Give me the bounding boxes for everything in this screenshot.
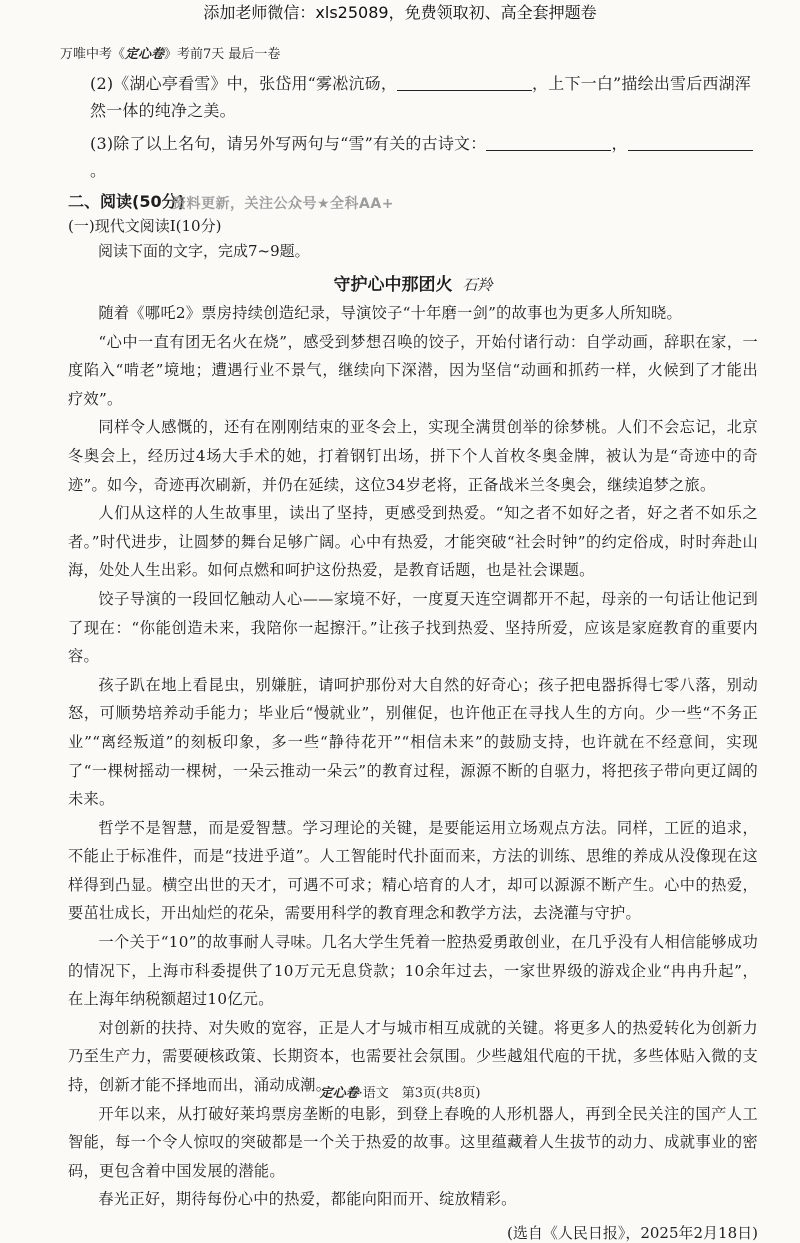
series-name: 定心卷 [125,47,165,62]
promo-watermark: 资料更新，关注公众号★全科AA+ [172,196,394,212]
page-footer: 定心卷·语文 第3页(共8页) [319,1086,481,1101]
watermark-banner: 添加老师微信：xls25089，免费领取初、高全套押题卷 [203,3,597,22]
article-paragraph: 同样令人感慨的，还有在刚刚结束的亚冬会上，实现全满贯创举的徐梦桃。人们不会忘记，北京冬奥会上，经历过4场大手术的她，打着钢钉出场，拼下个人首枚冬奥金牌，被认为是“奇迹中的奇迹”。如今，奇迹再次刷新，并仍在延续，这位34岁老将，正备战米兰冬奥会，继续追梦之旅。 [68,418,758,494]
answer-blank[interactable] [397,74,532,91]
article-paragraph: 孩子趴在地上看昆虫，别嫌脏，请呵护那份对大自然的好奇心；孩子把电器拆得七零八落，别动怒，可顺势培养动手能力；毕业后“慢就业”，别催促，也许他正在寻找人生的方向。少一些“不务正业”“离经叛道”的刻板印象，多一些“静待花开”“相信未来”的鼓励支持，也许就在不经意间，实现了“一棵树摇动一棵树，一朵云推动一朵云”的教育过程，源源不断的自驱力，将把孩子带向更辽阔的未来。 [68,675,758,809]
answer-blank[interactable] [486,134,611,151]
answer-blank[interactable] [628,134,753,151]
reading-instruction: 阅读下面的文字，完成7~9题。 [98,242,310,260]
article-paragraph: 随着《哪吒2》票房持续创造纪录，导演饺子“十年磨一剑”的故事也为更多人所知晓。 [98,304,683,322]
page-content [68,70,758,1243]
footer-series: 定心卷 [319,1086,359,1101]
article-author: 石羚 [462,276,493,294]
article-paragraph: 一个关于“10”的故事耐人寻味。几名大学生凭着一腔热爱勇敢创业，在几乎没有人相信能够成功的情况下，上海市科委提供了10万元无息贷款；10余年过去，一家世界级的游戏企业“冉冉升起”，在上海年纳税额超过10亿元。 [68,933,758,1009]
article-paragraph: 对创新的扶持、对失败的宽容，正是人才与城市相互成就的关键。将更多人的热爱转化为创新力乃至生产力，需要硬核政策、长期资本，也需要社会氛围。少些越俎代庖的干扰，多些体贴入微的支持，创新才能不择地而出，涌动成潮。 [68,1018,758,1095]
article-paragraph: “心中一直有团无名火在烧”，感受到梦想召唤的饺子，开始付诸行动：自学动画，辞职在家，一度陷入“啃老”境地；遭遇行业不景气，继续向下深潜，因为坚信“动画和抓药一样，火候到了才能出疗效”。 [68,332,758,408]
article-paragraph: 哲学不是智慧，而是爱智慧。学习理论的关键，是要能运用立场观点方法。同样，工匠的追求，不能止于标准件，而是“技进乎道”。人工智能时代扑面而来，方法的训练、思维的养成从没像现在这样得到凸显。横空出世的天才，可遇不可求；精心培育的人才，却可以源源不断产生。心中的热爱，要茁壮成长，开出灿烂的花朵，需要用科学的教育理念和教学方法，去浇灌与守护。 [68,818,758,923]
article-paragraph: 人们从这样的人生故事里，读出了坚持，更感受到热爱。“知之者不如好之者，好之者不如乐之者。”时代进步，让圆梦的舞台足够广阔。心中有热爱，才能突破“社会时钟”的约定俗成，时时奔赴山海，处处人生出彩。如何点燃和呵护这份热爱，是教育话题，也是社会课题。 [68,504,758,580]
article-paragraph: 春光正好，期待每份心中的热爱，都能向阳而开、绽放精彩。 [98,1190,517,1209]
subsection-heading: (一)现代文阅读Ⅰ(10分) [68,217,222,235]
exam-header: 万唯中考《定心卷》考前7天 最后一卷 [60,47,281,62]
article-source: (选自《人民日报》，2025年2月18日) [506,1224,758,1242]
section-heading: 二、阅读(50分) 资料更新，关注公众号★全科AA+ [68,190,758,214]
article-title: 守护心中那团火 石羚 [333,275,493,295]
article-paragraph: 开年以来，从打破好莱坞票房垄断的电影，到登上春晚的人形机器人，再到全民关注的国产人工智能，每一个令人惊叹的突破都是一个关于热爱的故事。这里蕴藏着人生拔节的动力、成就事业的密码，更包含着中国发展的潜能。 [68,1104,758,1180]
article-paragraph: 饺子导演的一段回忆触动人心——家境不好，一度夏天连空调都开不起，母亲的一句话让他记到了现在：“你能创造未来，我陪你一起擦汗。”让孩子找到热爱、坚持所爱，应该是家庭教育的重要内容。 [68,589,758,666]
question-2: (2)《湖心亭看雪》中，张岱用“雾凇沆砀， ，上下一白”描绘出雪后西湖浑然一体的纯净之美。 [90,74,752,120]
question-3: (3)除了以上名句，请另外写两句与“雪”有关的古诗文： ，。 [68,130,758,184]
